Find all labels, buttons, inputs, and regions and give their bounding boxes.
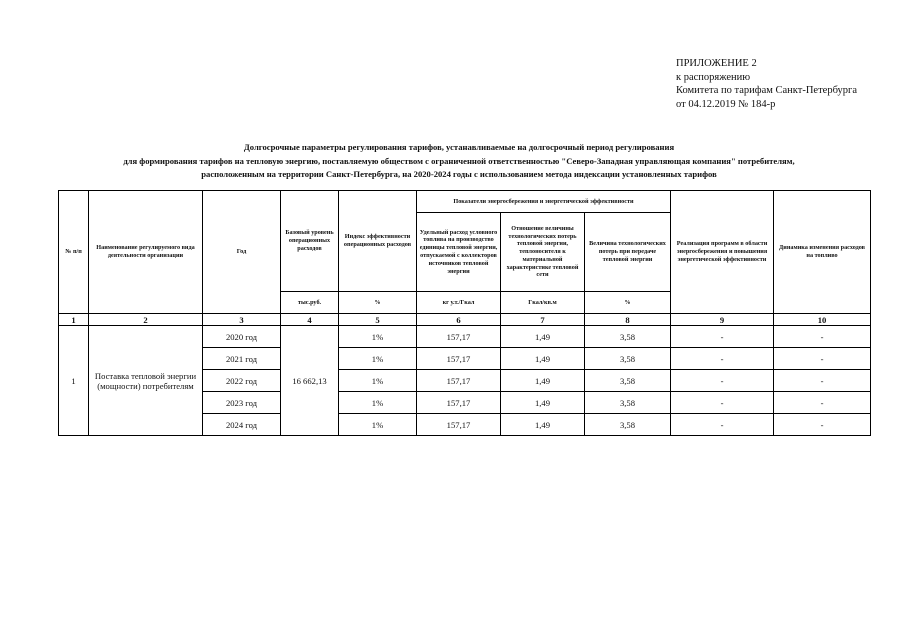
header-energy-group: Показатели энергосбережения и энергетической эффективности [417, 191, 671, 213]
header-index: Индекс эффективности операционных расходов [339, 191, 417, 292]
program-cell: - [671, 392, 774, 414]
title-line: расположенным на территории Санкт-Петербурга, на 2020-2024 годы с использованием метода индексации установленных тарифов [201, 169, 717, 180]
year-cell: 2021 год [203, 348, 281, 370]
column-number: 1 [59, 314, 89, 326]
activity-name: Поставка тепловой энергии (мощности) потребителям [89, 326, 203, 436]
appendix-line: Комитета по тарифам Санкт-Петербурга [676, 85, 858, 97]
fuel-cell: 157,17 [417, 348, 501, 370]
table-row [59, 326, 871, 348]
loss-cell: 3,58 [585, 326, 671, 348]
appendix-block [676, 57, 857, 111]
header-ratio: Отношение величины технологических потерь тепловой энергии, теплоносителя к материальной характеристике тепловой сети [501, 213, 585, 292]
program-cell: - [671, 370, 774, 392]
fuel-cell: 157,17 [417, 326, 501, 348]
header-base: Базовый уровень операционных расходов [281, 191, 339, 292]
column-number: 5 [339, 314, 417, 326]
year-cell: 2023 год [203, 392, 281, 414]
column-number: 9 [671, 314, 774, 326]
dynamics-cell: - [774, 348, 871, 370]
fuel-cell: 157,17 [417, 392, 501, 414]
program-cell: - [671, 326, 774, 348]
unit-loss: % [585, 292, 671, 314]
loss-cell: 3,58 [585, 348, 671, 370]
ratio-cell: 1,49 [501, 326, 585, 348]
header-dynamics: Динамика изменения расходов на топливо [774, 191, 871, 314]
appendix-line: от 04.12.2019 № 184-р [676, 98, 776, 110]
column-number: 7 [501, 314, 585, 326]
loss-cell: 3,58 [585, 370, 671, 392]
unit-ratio: Гкал/кв.м [501, 292, 585, 314]
index-cell: 1% [339, 370, 417, 392]
column-number: 10 [774, 314, 871, 326]
appendix-line: к распоряжению [676, 71, 751, 83]
year-cell: 2022 год [203, 370, 281, 392]
header-year: Год [203, 191, 281, 314]
unit-index: % [339, 292, 417, 314]
column-number: 2 [89, 314, 203, 326]
fuel-cell: 157,17 [417, 370, 501, 392]
index-cell: 1% [339, 392, 417, 414]
ratio-cell: 1,49 [501, 370, 585, 392]
header-num: № п/п [59, 191, 89, 314]
dynamics-cell: - [774, 392, 871, 414]
column-number: 3 [203, 314, 281, 326]
index-cell: 1% [339, 414, 417, 436]
header-fuel: Удельный расход условного топлива на производство единицы тепловой энергии, отпускаемой с коллекторов источников тепловой энергии [417, 213, 501, 292]
title-line: Долгосрочные параметры регулирования тарифов, устанавливаемые на долгосрочный период регулирования [243, 142, 675, 152]
ratio-cell: 1,49 [501, 392, 585, 414]
year-cell: 2024 год [203, 414, 281, 436]
index-cell: 1% [339, 326, 417, 348]
header-org: Наименование регулируемого вида деятельности организации [89, 191, 203, 314]
header-loss: Величина технологических потерь при передаче тепловой энергии [585, 213, 671, 292]
unit-fuel: кг у.т./Гкал [417, 292, 501, 314]
header-program: Реализация программ в области энергосбережения и повышения энергетической эффективности [671, 191, 774, 314]
loss-cell: 3,58 [585, 392, 671, 414]
program-cell: - [671, 414, 774, 436]
program-cell: - [671, 348, 774, 370]
fuel-cell: 157,17 [417, 414, 501, 436]
ratio-cell: 1,49 [501, 414, 585, 436]
row-number: 1 [59, 326, 89, 436]
loss-cell: 3,58 [585, 414, 671, 436]
index-cell: 1% [339, 348, 417, 370]
dynamics-cell: - [774, 326, 871, 348]
unit-base: тыс.руб. [281, 292, 339, 314]
year-cell: 2020 год [203, 326, 281, 348]
column-number: 6 [417, 314, 501, 326]
column-number: 8 [585, 314, 671, 326]
dynamics-cell: - [774, 414, 871, 436]
ratio-cell: 1,49 [501, 348, 585, 370]
dynamics-cell: - [774, 370, 871, 392]
base-value: 16 662,13 [281, 326, 339, 436]
column-number: 4 [281, 314, 339, 326]
parameters-table [58, 190, 871, 436]
title-line: для формирования тарифов на тепловую энергию, поставляемую обществом с ограниченной ответственностью "Северо-Западная управляющая компания" потребителям, [123, 155, 795, 166]
appendix-title: ПРИЛОЖЕНИЕ 2 [676, 58, 757, 69]
document-title [60, 141, 858, 182]
